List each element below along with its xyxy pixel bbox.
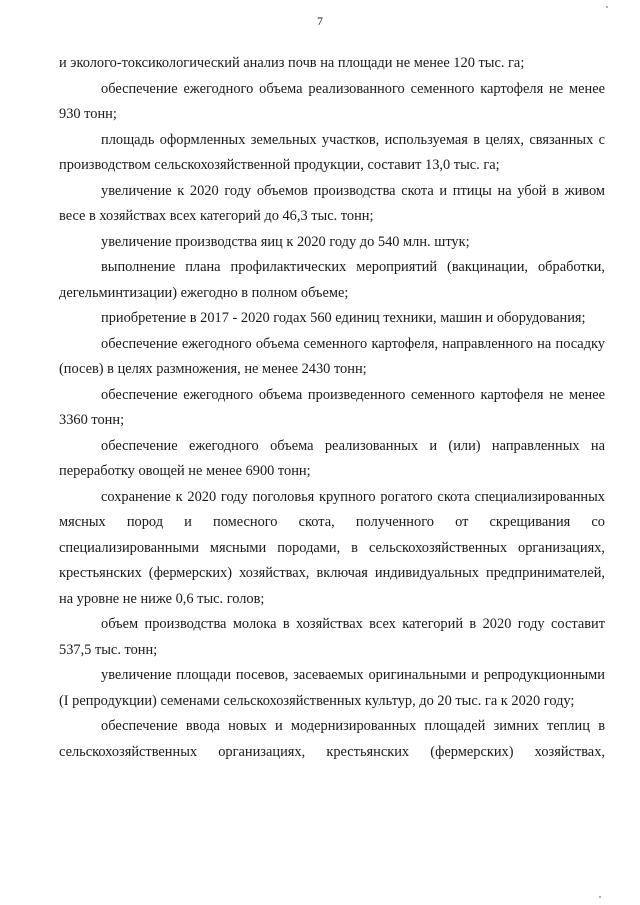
paragraph: обеспечение ежегодного объема реализованных и (или) направленных на переработку овощей не менее 6900 тонн;: [59, 437, 605, 479]
paragraph: объем производства молока в хозяйствах всех категорий в 2020 году составит 537,5 тыс. тонн;: [59, 616, 605, 658]
paragraph: увеличение производства яиц к 2020 году до 540 млн. штук;: [101, 233, 470, 250]
paragraph-continuation: и эколого-токсикологический анализ почв на площади не менее 120 тыс. га;: [59, 55, 525, 71]
scan-speck: [599, 896, 601, 898]
paragraph: площадь оформленных земельных участков, используемая в целях, связанных с производством сельскохозяйственной продукции, составит 13,0 тыс. га;: [59, 131, 605, 173]
paragraph: обеспечение ежегодного объема семенного картофеля, направленного на посадку (посев) в целях размножения, не менее 2430 тонн;: [59, 335, 605, 377]
paragraph: обеспечение ежегодного объема произведенного семенного картофеля не менее 3360 тонн;: [59, 386, 605, 428]
paragraph: обеспечение ежегодного объема реализованного семенного картофеля не менее 930 тонн;: [59, 80, 605, 122]
paragraph-cut-off: обеспечение ввода новых и модернизированных площадей зимних теплиц в сельскохозяйственных организациях, крестьянских (фермерских) хозяйствах,: [59, 718, 605, 760]
paragraph: сохранение к 2020 году поголовья крупного рогатого скота специализированных мясных пород и помесного скота, полученного от скрещивания со специализированными мясными породами, в сельскохозяйственных организациях, крестьянских (фермерских) хозяйствах, включая индивидуальных предпринимателей, на уровне не ниже 0,6 тыс. голов;: [59, 488, 605, 607]
paragraph: выполнение плана профилактических мероприятий (вакцинации, обработки, дегельминтизации) ежегодно в полном объеме;: [59, 259, 605, 301]
paragraph: приобретение в 2017 - 2020 годах 560 единиц техники, машин и оборудования;: [101, 310, 586, 326]
paragraph: увеличение к 2020 году объемов производства скота и птицы на убой в живом весе в хозяйствах всех категорий до 46,3 тыс. тонн;: [59, 182, 605, 224]
paragraph: увеличение площади посевов, засеваемых оригинальными и репродукционными (I репродукции) семенами сельскохозяйственных культур, до 20 тыс. га к 2020 году;: [59, 667, 605, 709]
document-body: [59, 51, 605, 765]
page-number: 7: [317, 14, 323, 28]
scan-speck: [606, 6, 608, 8]
